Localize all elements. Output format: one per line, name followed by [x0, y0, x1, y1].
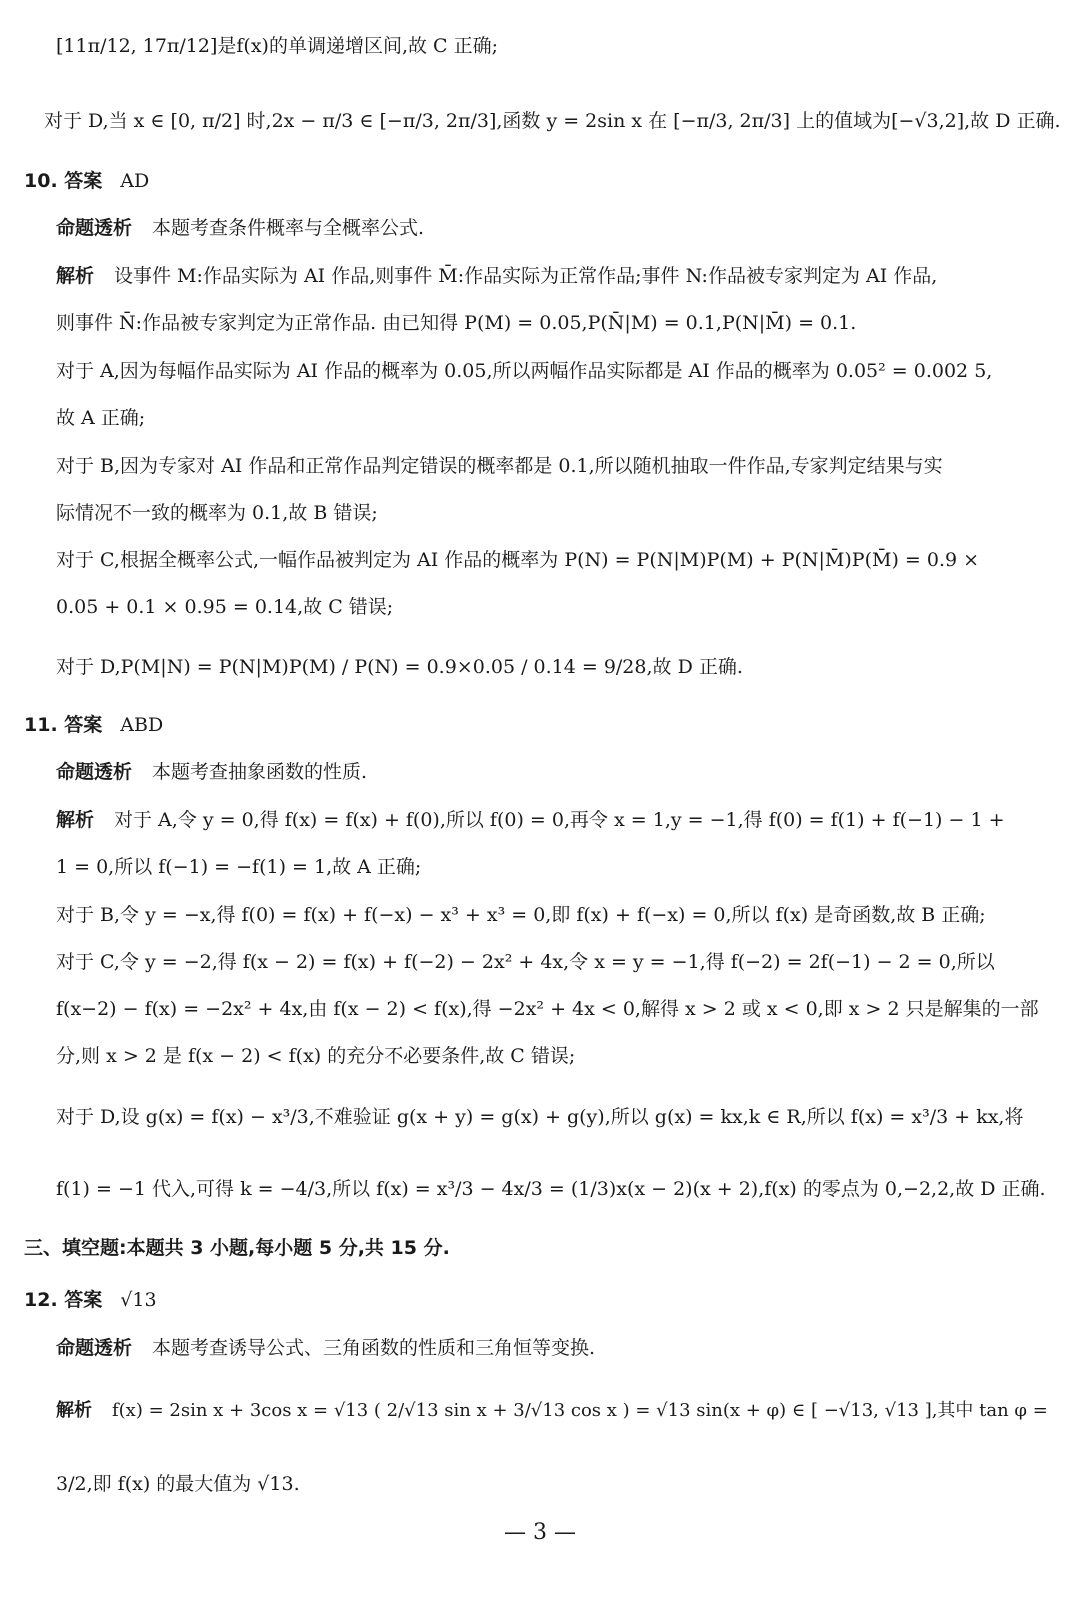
answer-line [24, 711, 163, 739]
text-line: 际情况不一致的概率为 0.1,故 B 错误; [56, 502, 378, 524]
intent-line [56, 1334, 595, 1362]
text-line: 对于 D,当 x ∈ [0, π/2] 时,2x − π/3 ∈ [−π/3, 2π/3],函数 y = 2sin x 在 [−π/3, 2π/3] 上的值域为[−√3,2],故 D 正确. [44, 110, 1061, 132]
text-line: 分,则 x > 2 是 f(x − 2) < f(x) 的充分不必要条件,故 C 错误; [56, 1045, 576, 1067]
text-line: [11π/12, 17π/12]是f(x)的单调递增区间,故 C 正确; [56, 35, 499, 57]
answer-value: AD [120, 170, 150, 192]
text-line: 0.05 + 0.1 × 0.95 = 0.14,故 C 错误; [56, 596, 394, 618]
analysis-label: 解析 [56, 265, 95, 287]
question-label: 11. 答案 [24, 714, 103, 736]
analysis-line [56, 262, 937, 290]
text-line: 故 A 正确; [56, 407, 146, 429]
analysis-text: 设事件 M:作品实际为 AI 作品,则事件 M̄:作品实际为正常作品;事件 N:作品被专家判定为 AI 作品, [114, 265, 938, 287]
section-heading: 三、填空题:本题共 3 小题,每小题 5 分,共 15 分. [24, 1237, 450, 1259]
analysis-text: f(x) = 2sin x + 3cos x = √13 ( 2/√13 sin x + 3/√13 cos x ) = √13 sin(x + φ) ∈ [ −√13, √13 ],其中 tan φ = [112, 1400, 1048, 1421]
text-line: 对于 B,因为专家对 AI 作品和正常作品判定错误的概率都是 0.1,所以随机抽取一件作品,专家判定结果与实 [56, 455, 943, 477]
analysis-text: 对于 A,令 y = 0,得 f(x) = f(x) + f(0),所以 f(0) = 0,再令 x = 1,y = −1,得 f(0) = f(1) + f(−1) − 1 + [114, 809, 1005, 831]
question-label: 12. 答案 [24, 1289, 103, 1311]
text-line: f(1) = −1 代入,可得 k = −4/3,所以 f(x) = x³/3 − 4x/3 = (1/3)x(x − 2)(x + 2),f(x) 的零点为 0,−2,2,故 D 正确. [56, 1178, 1046, 1200]
text-line: 对于 B,令 y = −x,得 f(0) = f(x) + f(−x) − x³ + x³ = 0,即 f(x) + f(−x) = 0,所以 f(x) 是奇函数,故 B 正确; [56, 904, 986, 926]
text-line: f(x−2) − f(x) = −2x² + 4x,由 f(x − 2) < f(x),得 −2x² + 4x < 0,解得 x > 2 或 x < 0,即 x > 2 只是解集的一部 [56, 998, 1039, 1020]
analysis-label: 解析 [56, 809, 95, 831]
text-line: 1 = 0,所以 f(−1) = −f(1) = 1,故 A 正确; [56, 856, 422, 878]
question-label: 10. 答案 [24, 170, 103, 192]
answer-line [24, 1286, 157, 1314]
intent-label: 命题透析 [56, 1337, 133, 1359]
analysis-label: 解析 [56, 1400, 92, 1421]
intent-label: 命题透析 [56, 217, 133, 239]
text-line: 对于 D,P(M|N) = P(N|M)P(M) / P(N) = 0.9×0.05 / 0.14 = 9/28,故 D 正确. [56, 656, 743, 678]
page-number: — 3 — [504, 1520, 576, 1545]
intent-text: 本题考查诱导公式、三角函数的性质和三角恒等变换. [152, 1337, 596, 1359]
intent-text: 本题考查抽象函数的性质. [152, 761, 368, 783]
text-line: 对于 C,令 y = −2,得 f(x − 2) = f(x) + f(−2) − 2x² + 4x,令 x = y = −1,得 f(−2) = 2f(−1) − 2 = 0,所以 [56, 951, 995, 973]
analysis-line [56, 1397, 1048, 1425]
intent-line [56, 214, 424, 242]
text-line: 对于 C,根据全概率公式,一幅作品被判定为 AI 作品的概率为 P(N) = P(N|M)P(M) + P(N|M̄)P(M̄) = 0.9 × [56, 549, 980, 571]
text-line: 则事件 N̄:作品被专家判定为正常作品. 由已知得 P(M) = 0.05,P(N̄|M) = 0.1,P(N|M̄) = 0.1. [56, 312, 857, 334]
intent-line [56, 758, 367, 786]
analysis-line [56, 806, 1005, 834]
text-line: 对于 A,因为每幅作品实际为 AI 作品的概率为 0.05,所以两幅作品实际都是 AI 作品的概率为 0.05² = 0.002 5, [56, 360, 993, 382]
answer-value: √13 [120, 1289, 157, 1311]
intent-label: 命题透析 [56, 761, 133, 783]
answer-value: ABD [120, 714, 164, 736]
answer-line [24, 167, 149, 195]
text-line: 对于 D,设 g(x) = f(x) − x³/3,不难验证 g(x + y) = g(x) + g(y),所以 g(x) = kx,k ∈ R,所以 f(x) = x³/3 + kx,将 [56, 1106, 1024, 1128]
intent-text: 本题考查条件概率与全概率公式. [152, 217, 425, 239]
text-line: 3/2,即 f(x) 的最大值为 √13. [56, 1473, 300, 1495]
